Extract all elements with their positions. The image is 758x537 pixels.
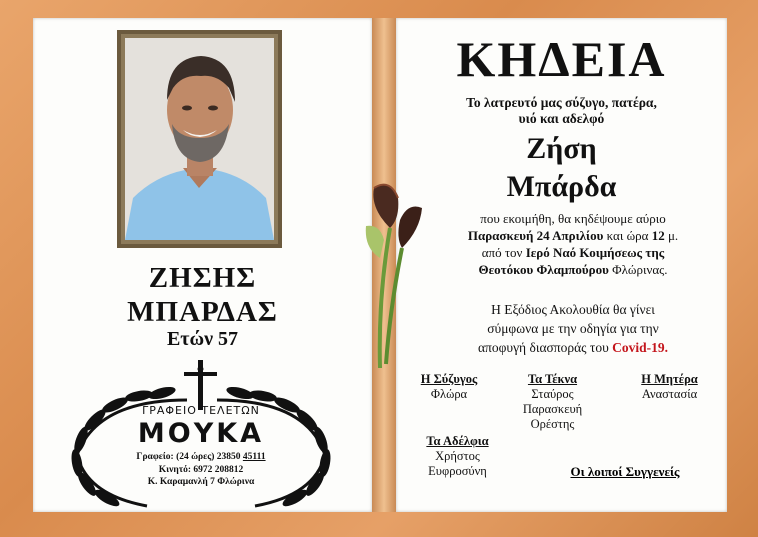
notice-title: ΚΗΔΕΙΑ xyxy=(456,31,667,87)
info-from: από τον xyxy=(481,245,526,260)
info-church-2: Θεοτόκου Φλαμπούρου xyxy=(478,262,609,277)
covid-notice xyxy=(418,300,728,357)
info-line-4 xyxy=(418,261,728,278)
portrait-illustration xyxy=(125,38,274,240)
notice-intro xyxy=(396,95,727,127)
funeral-home-name: ΜΟΥΚΑ xyxy=(137,418,265,449)
portrait-photo xyxy=(125,38,274,240)
notice-line-2: σύμφωνα με την οδηγία για την xyxy=(487,321,659,336)
notice-line-3-text: αποφυγή διασποράς του xyxy=(477,340,613,355)
sibling-name: Ευφροσύνη xyxy=(428,464,487,478)
notice-line-3 xyxy=(418,338,728,357)
child-name: Ορέστης xyxy=(530,417,575,431)
funeral-home-address: Κ. Καραμανλή 7 Φλώρινα xyxy=(147,477,255,487)
spouse-name: Φλώρα xyxy=(430,387,468,401)
mother-heading: Η Μητέρα xyxy=(641,372,698,386)
other-relatives: Οι λοιποί Συγγενείς xyxy=(570,464,680,479)
info-town: Φλώρινας. xyxy=(608,262,668,277)
child-name: Παρασκευή xyxy=(522,402,583,416)
info-church-1: Ιερό Ναό Κοιμήσεως της xyxy=(525,245,665,260)
info-day: Παρασκευή 24 Απριλίου xyxy=(467,228,604,243)
notice-end: . xyxy=(664,340,669,355)
funeral-home-mobile: Κινητό: 6972 208812 xyxy=(158,465,244,475)
mother-name: Αναστασία xyxy=(641,387,698,401)
funeral-home-office xyxy=(67,452,335,462)
family-siblings xyxy=(410,434,505,479)
info-time-pre: και ώρα xyxy=(603,228,652,243)
family-children xyxy=(505,372,600,432)
covid-label: Covid-19 xyxy=(612,340,665,355)
funeral-home-logo xyxy=(67,360,335,508)
deceased-age: Ετών 57 xyxy=(166,328,239,350)
funeral-info xyxy=(418,210,728,278)
siblings-heading: Τα Αδέλφια xyxy=(426,434,489,448)
deceased-first-name: Ζήση xyxy=(526,132,597,165)
info-line-1: που εκοιμήθη, θα κηδέψουμε αύριο xyxy=(480,211,666,226)
deceased-last-name: Μπάρδα xyxy=(506,170,617,203)
spouse-heading: Η Σύζυγος xyxy=(420,372,478,386)
office-number: 45111 xyxy=(242,452,266,462)
family-mother xyxy=(622,372,717,402)
office-label: Γραφείο: (24 ώρες) 23850 xyxy=(136,452,243,462)
family-spouse xyxy=(404,372,494,402)
info-line-3 xyxy=(418,244,728,261)
sibling-name: Χρήστος xyxy=(435,449,480,463)
intro-line-1: Το λατρευτό μας σύζυγο, πατέρα, xyxy=(466,95,657,110)
intro-line-2: υιό και αδελφό xyxy=(518,111,605,126)
deceased-name-first: ΖΗΣΗΣ xyxy=(148,262,257,294)
funeral-home-title: ΓΡΑΦΕΙΟ ΤΕΛΕΤΩΝ xyxy=(142,404,260,417)
info-time: 12 xyxy=(651,228,665,243)
child-name: Σταύρος xyxy=(531,387,574,401)
portrait-frame xyxy=(117,30,282,248)
children-heading: Τα Τέκνα xyxy=(527,372,578,386)
info-line-2 xyxy=(418,227,728,244)
notice-line-1: Η Εξόδιος Ακολουθία θα γίνει xyxy=(491,302,655,317)
deceased-name-last: ΜΠΑΡΔΑΣ xyxy=(127,296,278,328)
info-time-post: μ. xyxy=(664,228,679,243)
